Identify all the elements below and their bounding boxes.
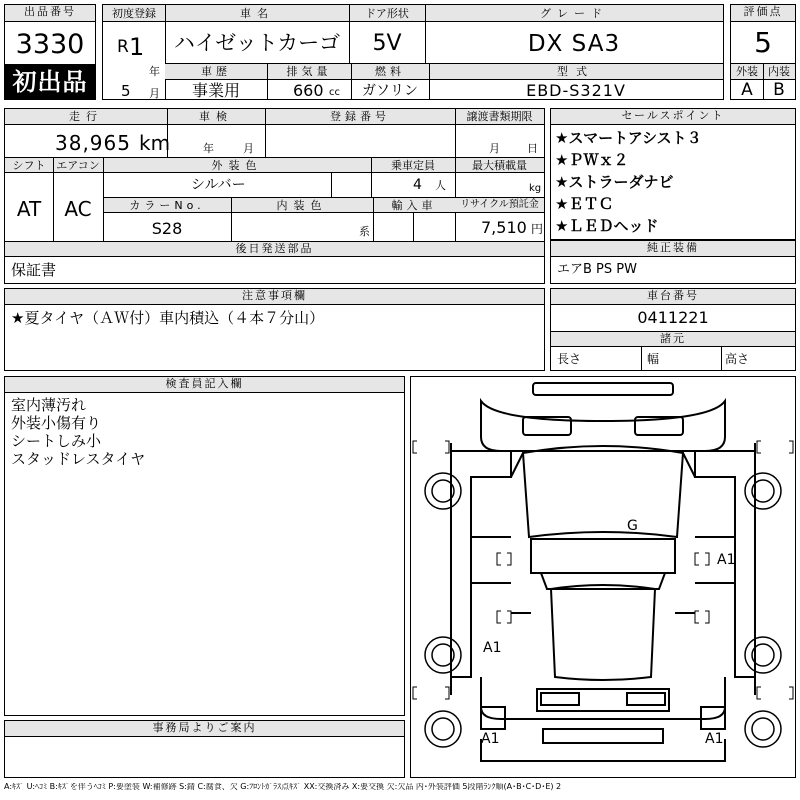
sales-points-list [555,127,791,237]
legend: A:ｷｽﾞ U:ﾍｺﾐ B:ｷｽﾞを伴うﾍｺﾐ P:要塗装 W:補修跡 S:錆 C:腐食、欠 G:ﾌﾛﾝﾄｶﾞﾗｽ点ｷｽﾞ XX:交換済み X:要交換 欠:欠品 内･外装評価 5段階ﾗﾝｸ順(A･B･C･D･E) 2 [4,783,562,791]
first-reg-month: 5 [121,82,131,100]
chassis-box [550,288,796,371]
ext-color: シルバー [191,177,246,193]
wheel-rear-right-outer [745,637,781,673]
ext-grade-label: 外装 [736,65,758,78]
model-label: 型式 [557,65,595,78]
later-label: 後日発送部品 [5,242,544,257]
mileage: 38,965 [55,131,131,155]
wheel-spare-right-outer [745,711,781,747]
lot-number: 3330 [15,29,85,60]
caution-box [4,288,545,371]
transfer-label: 譲渡書類期限 [466,110,533,123]
displacement-unit: cc [329,87,340,98]
sales-points-label: セールスポイント [551,109,795,125]
sales-point-item: ★ＥＴＣ [555,195,614,213]
color-no: S28 [151,219,183,238]
chassis-label: 車台番号 [551,289,795,305]
equipment-box [550,240,796,284]
year-unit: 年 [149,65,160,78]
spec-label: 諸元 [551,332,795,347]
capacity: 4 [413,177,422,193]
bracket-right-bottom-r [789,687,793,699]
mileage-label: 走行 [69,110,103,123]
rear-body [481,677,725,719]
wheel-front-right-outer [745,473,781,509]
first-listing-badge [5,64,95,100]
front-bumper [481,401,725,451]
color-no-label: カラーNo. [129,199,205,212]
vehicle-info-table [102,4,724,100]
month-unit: 月 [149,87,160,100]
inspector-box [4,376,405,716]
car-name-label: 車名 [240,7,274,20]
sales-point-item: ★ＬＥＤヘッド [555,217,659,235]
sales-point-item: ★ＰＷｘ２ [555,151,629,169]
capacity-unit: 人 [435,179,446,192]
inspection-month-unit: 月 [243,142,254,155]
displacement-label: 排気量 [286,65,332,78]
damage-mark-a1-bottom-right: A1 [705,731,724,747]
first-listing-text: 初出品 [12,68,88,96]
sales-point-item: ★ストラーダナビ [555,173,674,191]
bracket-mid-l2r [507,611,511,623]
rear-window [551,585,655,680]
roof-top-rect [533,383,673,395]
wheel-spare-right-inner [752,718,774,740]
int-color-unit: 系 [359,225,370,238]
mileage-unit: km [139,131,171,155]
bracket-mid-r2r [705,611,709,623]
wheel-spare-left-outer [425,711,461,747]
roof-front [531,539,675,573]
fuel: ガソリン [362,83,418,99]
inspector-label: 検査員記入欄 [5,377,404,393]
details-table [4,108,545,284]
sales-point-item: ★スマートアシスト３ [555,129,702,147]
ext-grade: A [741,80,753,100]
transfer-day-unit: 日 [527,142,538,155]
recycle-unit: 円 [531,222,544,236]
plate-left [541,693,579,705]
damage-mark-g: G [627,518,638,534]
int-grade: B [773,80,785,100]
chassis-number: 0411221 [637,308,709,327]
inspection-year-unit: 年 [203,142,214,155]
sales-points-box [550,108,796,240]
vehicle-diagram-box [410,376,796,778]
bracket-right-top-r [789,441,793,453]
recycle: 7,510 [481,218,527,237]
transfer-month-unit: 月 [489,142,500,155]
bracket-mid-l1r [507,553,511,565]
width-label: 幅 [647,352,660,366]
first-reg-year: 1 [129,33,145,61]
model: EBD-S321V [526,81,626,100]
recycle-label: リサイクル預託金 [460,199,539,210]
int-color-label: 内装色 [276,199,328,212]
grade: DX SA3 [527,31,621,57]
damage-mark-a1-bottom-left: A1 [481,731,500,747]
bracket-mid-l2 [497,611,501,623]
fuel-label: 燃料 [375,65,405,78]
shift-label: シフト [12,159,46,172]
import-label: 輸入車 [391,199,437,212]
windshield [523,446,683,537]
ac-label: エアコン [56,159,100,172]
displacement: 660 [293,81,324,100]
int-grade-label: 内装 [768,65,790,78]
wheel-front-left-outer [425,473,461,509]
wheel-rear-left-outer [425,637,461,673]
wheel-spare-left-inner [432,718,454,740]
door-type: 5V [372,31,402,56]
lot-number-label: 出品番号 [5,5,95,22]
inspection-label: 車検 [199,110,233,123]
length-label: 長さ [557,352,582,366]
bracket-mid-r2 [695,611,699,623]
office-box [4,720,405,778]
rear-bumper [543,729,663,743]
caution-value: ★夏タイヤ（ＡＷ付）車内積込（４本７分山） [11,309,325,327]
capacity-label: 乗車定員 [391,159,435,172]
first-reg-era: R [117,37,129,57]
bracket-right-top [757,441,761,453]
equipment-label: 純正装備 [551,241,795,257]
bracket-mid-l1 [497,553,501,565]
ac: AC [64,197,92,221]
pillar-lines [511,453,695,477]
history-label: 車歴 [201,65,231,78]
load-label: 最大積載量 [472,159,527,172]
damage-mark-a1-left: A1 [483,640,502,656]
reg-no-label: 登録番号 [330,110,390,123]
bracket-left-bottom [413,687,417,699]
plate-right [627,693,665,705]
door-label: ドア形状 [365,7,409,20]
caution-label: 注意事項欄 [5,289,544,305]
load-unit: kg [529,183,542,194]
car-name: ハイゼットカーゴ [173,31,341,55]
bracket-left-top [413,441,417,453]
bracket-mid-r1 [695,553,699,565]
damage-mark-a1-right: A1 [717,552,736,568]
bracket-left-bottom-r [445,687,449,699]
first-reg-label: 初度登録 [112,7,156,20]
roof-bar [541,573,665,589]
ext-color-label: 外装色 [211,159,263,172]
bracket-left-top-r [445,441,449,453]
score-label: 評価点 [731,5,795,22]
office-label: 事務局よりご案内 [5,721,404,737]
score-box [730,4,796,100]
vehicle-diagram [411,377,795,777]
later-parts: 保証書 [11,261,57,279]
bracket-mid-r1r [705,553,709,565]
bracket-right-bottom [757,687,761,699]
grade-label: グレード [540,7,608,20]
inspector-notes: 室内薄汚れ 外装小傷有り シートしみ小 スタッドレスタイヤ [11,396,146,468]
score: 5 [754,26,772,59]
shift: AT [16,197,42,221]
equipment-value: エアB PS PW [557,262,637,277]
history: 事業用 [191,81,240,100]
height-label: 高さ [725,352,750,366]
